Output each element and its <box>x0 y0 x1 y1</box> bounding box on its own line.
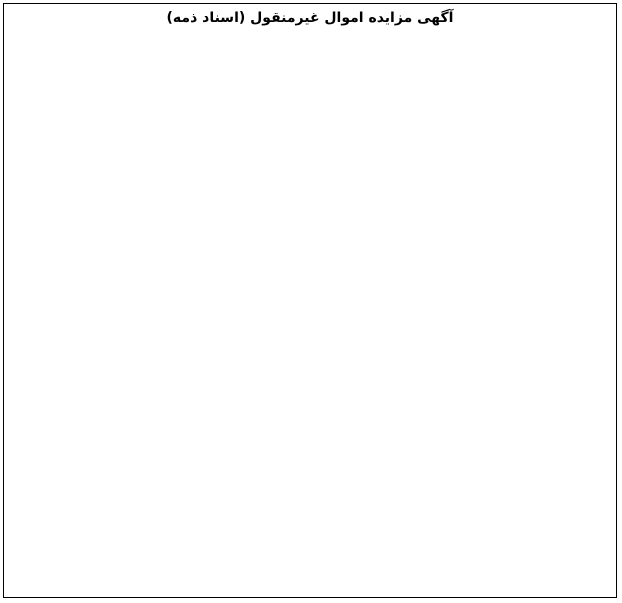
auction-notice <box>3 3 617 598</box>
notice-title: آگهی مزایده اموال غیرمنقول (اسناد ذمه) <box>166 10 454 26</box>
